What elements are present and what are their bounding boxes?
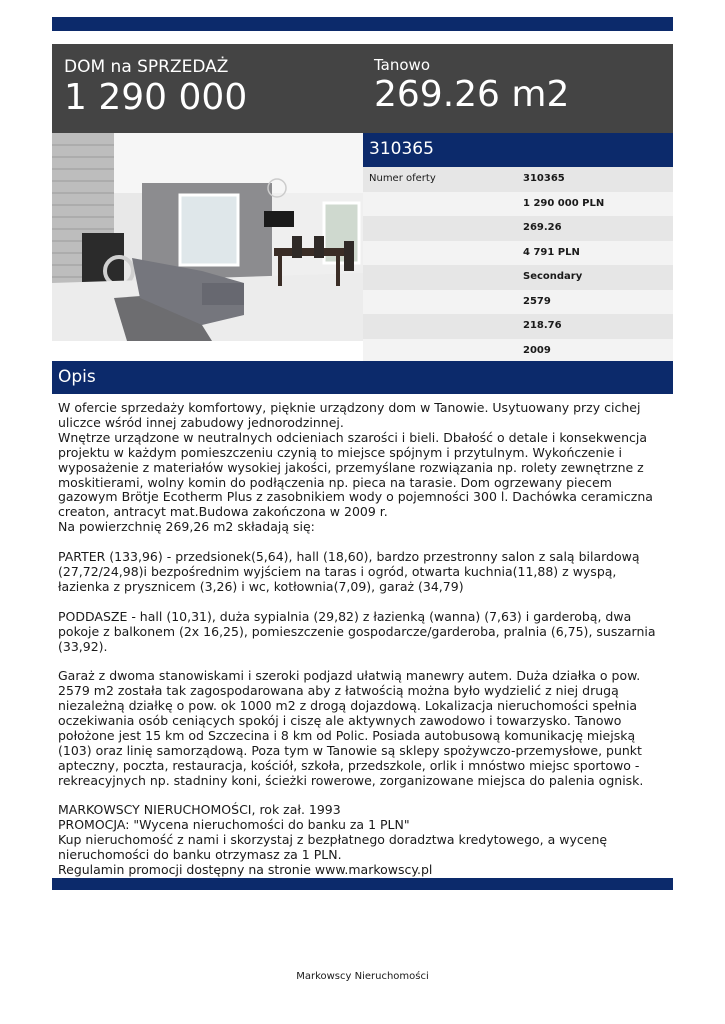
offer-id-bar [363,133,673,167]
table-row [363,216,673,241]
row-value: 2009 [523,344,551,356]
property-photo [52,133,363,341]
section-header [52,361,673,394]
row-value: 4 791 PLN [523,246,580,258]
table-row [363,241,673,266]
offer-id-title: 310365 [369,139,434,159]
table-row [363,290,673,315]
table-row [363,192,673,217]
row-value: 1 290 000 PLN [523,197,605,209]
listing-header [52,44,673,133]
property-type: DOM na SPRZEDAŻ [64,57,229,77]
property-city: Tanowo [374,56,431,74]
property-price: 1 290 000 [64,77,248,118]
row-value: 269.26 [523,222,562,233]
property-area: 269.26 m2 [374,74,570,115]
living-room-image [52,133,363,341]
row-value: 310365 [523,173,565,184]
top-accent-bar [52,17,673,31]
table-row [363,339,673,364]
footer-text: Markowscy Nieruchomości [296,971,429,982]
description-text: W ofercie sprzedaży komfortowy, pięknie urządzony dom w Tanowie. Usytuowany przy cichej uliczce wśród innej zabudowy jednorodzinnej. Wnętrze urządzone w neutralnych odcieniach szarości i bieli. Dbałość o detale i konsekwencja projektu w każdym pomieszczeniu czynią to miejsce spójnym i przytulnym. Wykończenie i wyposażenie z materiałów wysokiej jakości, przemyślane rozwiązania np. rolety zewnętrzne z moskitierami, wolny komin do podłączenia np. pieca na tarasie. Dom ogrzewany piecem gazowym Brötje Ecotherm Plus z zasobnikiem wody o pojemności 300 l. Dachówka ceramiczna creaton, antracyt mat.Budowa zakończona w 2009 r. Na powierzchnię 269,26 m2 składają się: PARTER (133,96) - przedsionek(5,64), hall (18,60), bardzo przestronny salon z salą bilardową (27,72/24,98)i bezpośrednim wyjściem na taras i ogród, otwarta kuchnia(11,88) z wyspą, łazienka z prysznicem (3,26) i wc, kotłownia(7,09), garaż (34,79) PODDASZE - hall (10,31), duża sypialnia (29,82) z łazienką (wanna) (7,63) i garderobą, dwa pokoje z balkonem (2x 16,25), pomieszczenie gospodarcze/garderoba, pralnia (6,75), suszarnia (33,92). Garaż z dwoma stanowiskami i szeroki podjazd ułatwią manewry autem. Duża działka o pow. 2579 m2 została tak zagospodarowana aby z łatwością można było wydzielić z niej drugą niezależną działkę o pow. ok 1000 m2 z drogą dojazdową. Lokalizacja nieruchomości spełnia oczekiwania osób ceniących spokój i ciszę ale aktywnych zawodowo i towarzysko. Tanowo położone jest 15 km od Szczecina i 8 km od Polic. Posiada autobusową komunikację miejską (103) oraz linię samorządową. Poza tym w Tanowie są sklepy spożywczo-przemysłowe, punkt apteczny, poczta, restauracja, kościół, szkoła, przedszkole, orlik i mnóstwo miejsc sportowo -rekreacyjnych np. stadniny koni, ścieżki rowerowe, zorganizowane miejsca do palenia ognisk. MARKOWSCY NIERUCHOMOŚCI, rok zał. 1993 PROMOCJA: "Wycena nieruchomości do banku za 1 PLN" Kup nieruchomość z nami i skorzystaj z bezpłatnego doradztwa kredytowego, a wycenę nieruchomości do banku otrzymasz za 1 PLN. Regulamin promocji dostępny na stronie www.markowscy.pl [58,400,656,878]
table-row [363,167,673,192]
bottom-accent-bar [52,878,673,890]
offer-details-table [363,167,673,363]
row-value: 2579 [523,295,551,307]
section-title: Opis [58,367,96,387]
row-value: Secondary [523,271,583,282]
row-value: 218.76 [523,320,562,331]
row-label: Numer oferty [369,173,436,184]
table-row [363,265,673,290]
table-row [363,314,673,339]
